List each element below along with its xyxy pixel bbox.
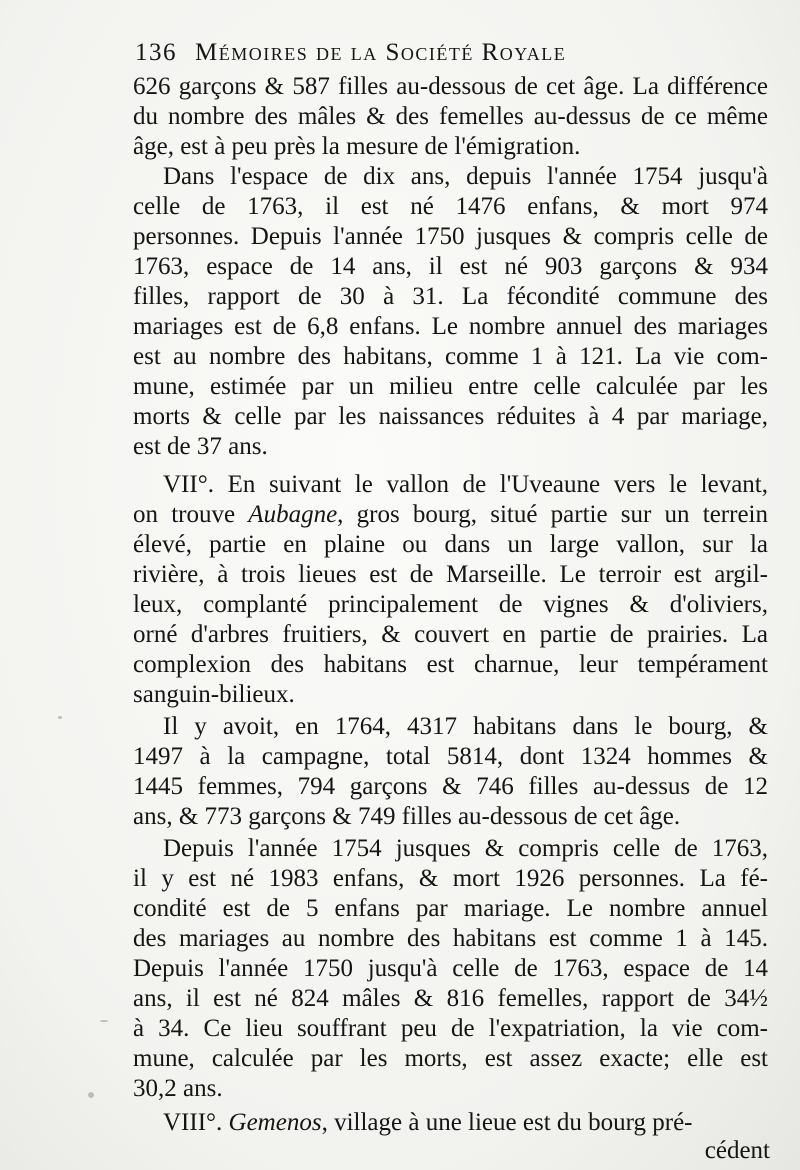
paper-speck bbox=[58, 716, 62, 719]
page-number: 136 bbox=[135, 39, 177, 66]
text-line: ans, & 773 garçons & 749 filles au-dessous de cet âge. bbox=[133, 803, 681, 830]
text-span: on trouve bbox=[133, 501, 249, 528]
text-line: 1445 femmes, 794 garçons & 746 filles au-dessus de 12 bbox=[133, 773, 768, 800]
text-line: 30,2 ans. bbox=[133, 1075, 223, 1102]
text-line: 1763, espace de 14 ans, il est né 903 garçons & 934 bbox=[133, 253, 768, 280]
text-line: Depuis l'année 1750 jusqu'à celle de 1763, espace de 14 bbox=[133, 955, 768, 982]
section-heading-line bbox=[163, 1108, 693, 1138]
text-line: mune, calculée par les morts, est assez exacte; elle est bbox=[133, 1045, 768, 1072]
text-line: 626 garçons & 587 filles au-dessous de cet âge. La différence bbox=[133, 73, 768, 100]
paper-speck bbox=[88, 1092, 94, 1098]
text-line: leux, complanté principalement de vignes & d'oliviers, bbox=[133, 591, 768, 618]
text-line: est au nombre des habitans, comme 1 à 121. La vie com- bbox=[133, 343, 768, 370]
text-line: filles, rapport de 30 à 31. La fécondité commune des bbox=[133, 283, 768, 310]
text-line: mune, estimée par un milieu entre celle calculée par les bbox=[133, 373, 768, 400]
text-span: , gros bourg, situé partie sur un terrein bbox=[337, 501, 768, 528]
text-line: il y est né 1983 enfans, & mort 1926 personnes. La fé- bbox=[133, 865, 768, 892]
running-title: Mémoires de la Société Royale bbox=[195, 39, 567, 66]
text-line: sanguin-bilieux. bbox=[133, 681, 295, 708]
text-line: celle de 1763, il est né 1476 enfans, & mort 974 bbox=[133, 193, 768, 220]
text-line: à 34. Ce lieu souffrant peu de l'expatriation, la vie com- bbox=[133, 1015, 768, 1042]
text-span: , village à une lieue est du bourg pré- bbox=[321, 1109, 693, 1136]
text-line: du nombre des mâles & des femelles au-dessus de ce même bbox=[133, 103, 768, 130]
text-line: est de 37 ans. bbox=[133, 433, 268, 460]
place-name: Gemenos bbox=[228, 1109, 322, 1136]
text-line: Dans l'espace de dix ans, depuis l'année 1754 jusqu'à bbox=[163, 163, 768, 190]
text-line: Depuis l'année 1754 jusques & compris celle de 1763, bbox=[163, 835, 768, 862]
text-line: complexion des habitans est charnue, leur tempérament bbox=[133, 651, 768, 678]
text-line: âge, est à peu près la mesure de l'émigration. bbox=[133, 133, 581, 160]
text-line: orné d'arbres fruitiers, & couvert en partie de prairies. La bbox=[133, 621, 768, 648]
place-name: Aubagne bbox=[248, 501, 338, 528]
section-heading-line: VII°. En suivant le vallon de l'Uveaune vers le levant, bbox=[163, 471, 768, 498]
text-line: des mariages au nombre des habitans est comme 1 à 145. bbox=[133, 925, 768, 952]
running-header bbox=[135, 36, 755, 70]
text-line: Il y avoit, en 1764, 4317 habitans dans le bourg, & bbox=[163, 713, 768, 740]
text-line: mariages est de 6,8 enfans. Le nombre annuel des mariages bbox=[133, 313, 768, 340]
section-numeral: VIII°. bbox=[163, 1109, 223, 1136]
text-line: personnes. Depuis l'année 1750 jusques & compris celle de bbox=[133, 223, 768, 250]
paper-speck bbox=[100, 1020, 108, 1022]
text-line: morts & celle par les naissances réduites à 4 par mariage, bbox=[133, 403, 768, 430]
text-line: rivière, à trois lieues est de Marseille. Le terroir est argil- bbox=[133, 561, 768, 588]
text-line: élevé, partie en plaine ou dans un large vallon, sur la bbox=[133, 531, 768, 558]
text-line: 1497 à la campagne, total 5814, dont 1324 hommes & bbox=[133, 743, 768, 770]
text-line: ans, il est né 824 mâles & 816 femelles, rapport de 34½ bbox=[133, 985, 768, 1012]
text-line: condité est de 5 enfans par mariage. Le nombre annuel bbox=[133, 895, 768, 922]
catchword: cédent bbox=[704, 1137, 770, 1164]
text-line bbox=[133, 500, 768, 530]
